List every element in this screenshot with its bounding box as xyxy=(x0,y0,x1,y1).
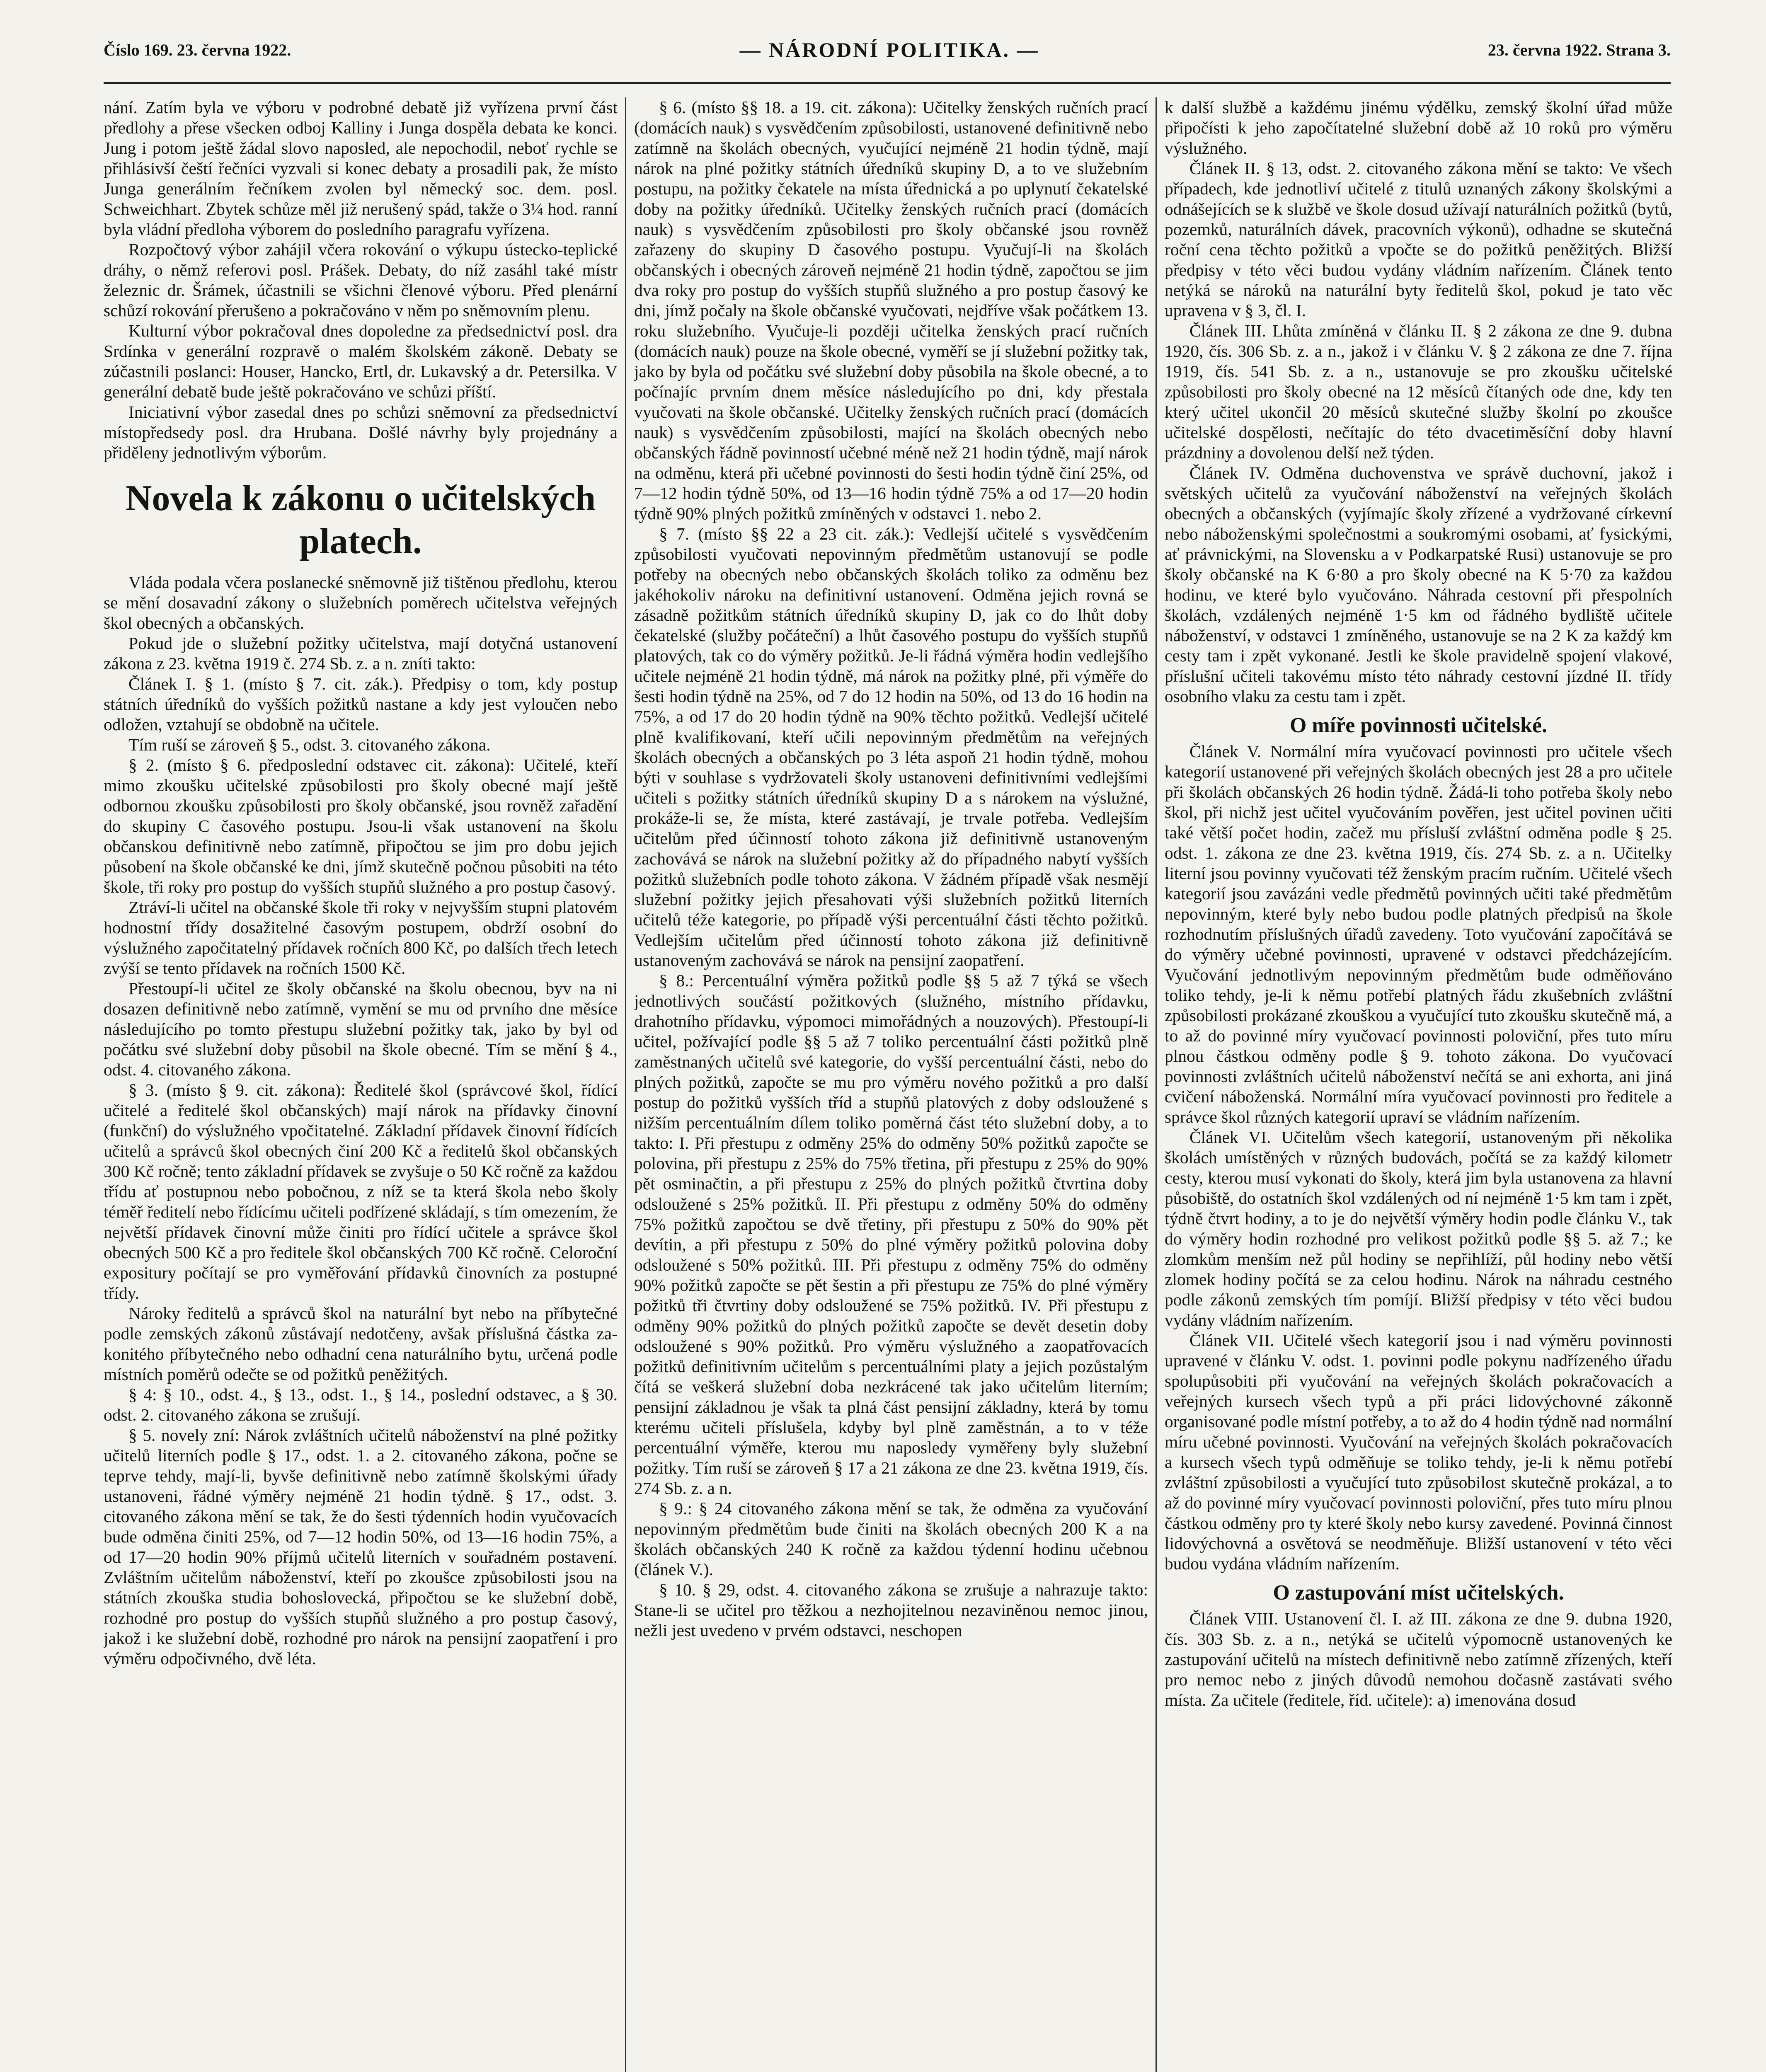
article-paragraph: § 3. (místo § 9. cit. zákona): Ředitelé škol (správcové škol, řídící učitelé a ředitelé škol občanských) mají nárok na přídavky činovní (funkční) do výslužného vpočitatelné. Základní přídavek činovní řídících učitelů a správců škol obecných činí 200 Kč a ředitelů škol občanských 300 Kč ročně; tento základní přídavek se zvyšuje o 50 Kč ročně za každou třídu ať postupnou nebo pobočnou, z níž se ta která škola nebo školy téměř ředitelí nebo řídícímu učiteli podřízené skládají, s tím omezením, že největší přídavek činovní může činiti pro řídící učitele a správce škol obecných 500 Kč a pro ředitele škol občanských 700 Kč ročně. Celoroční expositury počítají se pro vyměřování přídavků činovních za postupné třídy. xyxy=(104,1080,618,1302)
column-divider xyxy=(1156,97,1157,2072)
date-page-number: 23. června 1922. Strana 3. xyxy=(1487,40,1671,59)
article-paragraph: Přestoupí-li učitel ze školy občanské na školu obecnou, byv na ni dosazen definitivně nebo zatímně, vymění se mu od prvního dne měsíce následujícího po tomto přestupu služební požitky tak, jako by byl od počátku své služební doby působil na škole obecné. Tím se mění § 4., odst. 4. citovaného zákona. xyxy=(104,979,618,1079)
article-paragraph: Článek VIII. Ustanovení čl. I. až III. zákona ze dne 9. dubna 1920, čís. 303 Sb. z. a n., netýká se učitelů výpomocně ustanovených ke zastupování učitelů na místech definitivně nebo zatímně zřízených, kteří pro nemoc nebo z jiných důvodů nemohou dočasně zastávati svého místa. Za učitele (ředitele, říd. učitele): a) imenována dosud xyxy=(1165,1609,1672,1709)
article-paragraph: nání. Zatím byla ve výboru v podrobné debatě již vyřízena první část předlohy a přese všecken odboj Kalliny i Junga dospěla debata ke konci. Jung i potom ještě žádal slovo naposled, ale nepochodil, neboť rychle se přihlásivší čeští řečníci vyzvali si konec debaty a prosadili pak, že místo Junga generálním řečníkem zvolen byl německý soc. dem. posl. Schweichhart. Zbytek schůze měl již nerušený spád, takže o 3¼ hod. ranní byla vládní předloha výborem do posledního paragrafu vyřízena. xyxy=(104,98,618,239)
article-paragraph: § 10. § 29, odst. 4. citovaného zákona se zrušuje a nahrazuje takto: Stane-li se učitel pro těžkou a nezhojitelnou nezaviněnou nemoc jinou, nežli jest uvedeno v prvém odstavci, neschopen xyxy=(634,1580,1148,1640)
article-paragraph: Kulturní výbor pokračoval dnes dopoledne za předsednictví posl. dra Srdínka v generální rozpravě o malém školském zákoně. Debaty se zúčastnili poslanci: Houser, Hancko, Ertl, dr. Lukavský a dr. Petersilka. V generální debatě bude ještě pokračováno ve schůzi příští. xyxy=(104,321,618,401)
header-rule xyxy=(104,82,1671,84)
article-paragraph: Článek VII. Učitelé všech kategorií jsou i nad výměru povinnosti upravené v článku V. odst. 1. povinni podle pokynu nadřízeného úřadu spolupůsobiti při vyučování na veřejných školách pokračovacích a veřejných kursech všech typů a při práci lidovýchovné zákonně organisované podle místní potřeby, a to až do 4 hodin týdně nad normální míru učebné povinnosti. Vyučování na veřejných školách pokračovacích a kursech všech typů odměňuje se toliko tehdy, je-li k němu potřebí zvláštní způsobilosti a vyučující tuto způsobilost skutečně prokázal, a to až do povinné míry vyučovací povinnosti poloviční, přes tuto míru plnou částkou odměny pro ty které školy nebo kursy zavedené. Povinná činnost lidovýchovná a osvětová se neodměňuje. Bližší ustanovení v této věci budou vydána vládním nařízením. xyxy=(1165,1331,1672,1573)
article-paragraph: Článek VI. Učitelům všech kategorií, ustanoveným při několika školách umístěných v různých budovách, počítá se za každý kilometr cesty, kterou musí vykonati do školy, která jim byla ustanovena za hlavní působiště, do ostatních škol vzdálených od ní nejméně 1·5 km tam i zpět, týdně čtvrt hodiny, a to je do největší výměry hodin podle článku V., tak do výměry hodin rozhodné pro velikost požitků podle §§ 5. až 7.; ke zlomkům menším než půl hodiny se nepřihlíží, půl hodiny nebo větší zlomek hodiny počítá se za celou hodinu. Nárok na náhradu cestného podle zákonů zemských tím pomíjí. Bližší předpisy v této věci budou vydány vládním nařízením. xyxy=(1165,1128,1672,1329)
article-paragraph: Článek V. Normální míra vyučovací povinnosti pro učitele všech kategorií ustanovené při veřejných školách obecných jest 28 a pro učitele při školách občanských 26 hodin týdně. Žádá-li toho potřeba školy nebo škol, při nichž jest učitel vyučováním pověřen, jest učitel povinen učiti také větší počet hodin, začež mu přísluší zvláštní odměna podle § 25. odst. 1. zákona ze dne 23. května 1919, čís. 274 Sb. z. a n. Učitelky literní jsou povinny vyučovati též ženským pracím ručním. Učitelé všech kategorií jsou zavázáni vedle předmětů povinných učiti také předmětům nepovinným, které byly nebo budou podle platných předpisů na škole rozhodnutím příslušných úřadů zavedeny. Toto vyučování započítává se do výměry učebné povinnosti, upravené v odstavci předcházejícím. Vyučování jednotlivým nepovinným předmětům bude odměňováno toliko tehdy, je-li k němu potřebí platných řádu zkušebních zvláštní způsobilosti prokázané zkouškou a vyučující tuto zkoušku skutečně má, a to až do povinné míry vyučovací povinnosti poloviční, přes tuto míru plnou částkou odměny podle § 9. tohoto zákona. Do vyučovací povinnosti zvláštních učitelů náboženství nečítá se ani exhorta, ani jiná cvičení náboženská. Normální míra vyučovací povinnosti pro ředitele a správce škol různých kategorií upraví se vládním nařízením. xyxy=(1165,742,1672,1126)
article-paragraph: Pokud jde o služební požitky učitelstva, mají dotyčná ustanovení zákona z 23. května 1919 č. 274 Sb. z. a n. zníti takto: xyxy=(104,634,618,673)
section-subheading: O zastupování míst učitelských. xyxy=(1273,1581,1564,1605)
article-paragraph: § 2. (místo § 6. předposlední odstavec cit. zákona): Učitelé, kteří mimo zkoušku učitelské způsobilosti pro školy obecné mají ještě odbornou zkoušku způsobilosti pro školy občanské, jsou rovněž zařadění do skupiny C časového postupu. Jsou-li však ustanovení na školu občanskou definitivně nebo zatímně, připočtou se jim pro dobu jejich působení na škole občanské ke dni, jímž skutečně počnou působiti na této škole, tři roky pro postup do vyšších stupňů služného a pro postup časový. xyxy=(104,755,618,896)
masthead-title: — NÁRODNÍ POLITIKA. — xyxy=(739,38,1039,61)
page-header xyxy=(104,25,1671,75)
article-paragraph: k další službě a každému jinému výdělku, zemský školní úřad může připočísti k jeho započítatelné služební době až 10 roků pro výměru výslužného. xyxy=(1165,98,1672,157)
article-paragraph: § 4: § 10., odst. 4., § 13., odst. 1., § 14., poslední odstavec, a § 30. odst. 2. citovaného zákona se zrušují. xyxy=(104,1385,618,1424)
article-paragraph: Ztráví-li učitel na občanské škole tři roky v nejvyšším stupni platovém hodnostní třídy dosažitelné časovým postupem, obdrží osobní do výslužného započitatelný přídavek ročních 800 Kč, po dalších třech letech zvýší se tento přídavek na ročních 1500 Kč. xyxy=(104,898,618,978)
article-paragraph: Článek III. Lhůta zmíněná v článku II. § 2 zákona ze dne 9. dubna 1920, čís. 306 Sb. z. a n., jakož i v článku V. § 2 zákona ze dne 7. října 1919, čís. 541 Sb. z. a n., ustanovuje se pro zkoušku učitelské způsobilosti pro školy obecné na 12 měsíců čítaných ode dne, kdy ten který učitel ukončil 20 měsíců skutečné služby školní po zkoušce učitelské dospělosti, nečítajíc do této dvacetiměsíční doby hlavní prázdniny a dovolenou delší než týden. xyxy=(1165,321,1672,462)
column-3 xyxy=(1165,97,1672,2072)
article-paragraph: Tím ruší se zároveň § 5., odst. 3. citovaného zákona. xyxy=(128,735,491,754)
article-paragraph: § 5. novely zní: Nárok zvláštních učitelů náboženství na plné požitky učitelů literních podle § 17., odst. 1. a 2. citovaného zákona, počne se teprve tehdy, mají-li, byvše definitivně nebo zatímně školskými úřady ustanoveni, řádné výměry nejméně 21 hodin týdně. § 17., odst. 3. citovaného zákona mění se tak, že do šesti týdenních hodin vyučovacích bude odměna činiti 25%, od 7—12 hodin 50%, od 13—16 hodin 75%, a od 17—20 hodin 90% příjmů učitelů literních v souřadném postavení. Zvláštním učitelům náboženství, kteří po zkoušce způsobilosti jsou na státních zkouška studia bohoslovecká, připočtou se ke služební době, rozhodné pro postup do vyšších stupňů služného a pro postup časový, jakož i ke služební době, rozhodné pro nárok na pensijní zaopatření i pro výměru odpočivného, dvě léta. xyxy=(104,1426,618,1668)
column-2 xyxy=(634,97,1148,2072)
article-paragraph: § 8.: Percentuální výměra požitků podle §§ 5 až 7 týká se všech jednotlivých součástí požitkových (služného, místního přídavku, drahotního přídavku, výpomoci mimořádných a nouzových). Přestoupí-li učitel, požívající podle §§ 5 až 7 toliko percentuální části požitků plně zaměstnaných učitelů své kategorie, do vyšší percentuální části, nebo do plných požitků, započte se mu pro výměru nového požitků a pro další postup do požitků vyšších tříd a stupňů platových z doby odsloužené s nižším percentuálním dílem toliko poměrná část této služební doby, a to takto: I. Při přestupu z odměny 25% do odměny 50% požitků započte se polovina, při přestupu z 25% do 75% třetina, při přestupu z 25% do 90% pět osminačtin, a při přestupu z 25% do plných požitků čtvrtina doby odsloužené s 25% požitků. II. Při přestupu z odměny 50% do odměny 75% požitků započtou se dvě třetiny, při přestupu z 50% do 90% pět devítin, a při přestupu z 50% do plné výměry požitků polovina doby odsloužené s 50% požitků. III. Při přestupu z odměny 75% do odměny 90% požitků započte se pět šestin a při přestupu ze 75% do plné výměry požitků tři čtvrtiny doby odsloužené se 75% požitků. IV. Při přestupu z odměny 90% požitků do plných požitků započte se devět desetin doby odsloužené s 90% požitků. Pro výměru výslužného a zaopatřovacích požitků definitivním učitelům s percentuálními platy a jejich pozůstalým čítá se veškerá služební doba nezkrácené tak jako učitelům literním; pensijní základnou je však ta plná část pensijní základny, která by tomu kterému učiteli příslušela, kdyby byl plně zaměstnán, a to v téže percentuální výměře, kterou mu naposledy vyměřeny byly služební požitky. Tím ruší se zároveň § 17 a 21 zákona ze dne 23. května 1919, čís. 274 Sb. z. a n. xyxy=(634,971,1148,1498)
column-divider xyxy=(625,97,626,2072)
article-headline: Novela k zákonu o učitelských platech. xyxy=(125,478,596,562)
article-paragraph: Nároky ředitelů a správců škol na naturální byt nebo na příbytečné podle zemských zákonů zůstávají nedotčeny, avšak příslušná částka za-konitého příbytečného nebo odhadní cena naturálního bytu, určená podle místních poměrů odečte se od požitků peněžitých. xyxy=(104,1304,618,1384)
article-paragraph: § 6. (místo §§ 18. a 19. cit. zákona): Učitelky ženských ručních prací (domácích nauk) s vysvědčením způsobilosti, ustanovené definitivně nebo zatímně na školách obecných, vyučující nejméně 21 hodin týdně, mají nárok na plné požitky státních úředníků skupiny D, a to ve služebním postupu, na požitky čekatele na místa úřednická a po uplynutí čekatelské doby na požitky úředníků. Učitelky ženských ručních prací (domácích nauk) s vysvědčením způsobilosti pro školy občanské jsou rovněž zařazeny do skupiny D časového postupu. Vyučují-li na školách občanských i obecných zároveň nejméně 21 hodin týdně, započtou se jim dva roky pro postup do vyšších stupňů služného a pro postup časový ke dni, jímž počaly na škole občanské vyučovati, nejdříve však počátkem 13. roku služebního. Vyučuje-li později učitelka ženských prací ručních (domácích nauk) pouze na škole obecné, vyměří se jí služební požitky tak, jako by byla od počátku své služební doby působila na škole obecné, a to počínajíc prvním dnem měsíce následujícího po dni, kdy přestala vyučovati na škole občanské. Učitelky ženských ručních prací (domácích nauk) s vysvědčením způsobilosti, mající na školách obecných nebo občanských řádně povinností učebné méně než 21 hodin týdně, mají nárok na odměnu, která při učebné povinnosti do šesti hodin týdně činí 25%, od 7—12 hodin týdně 50%, od 13—16 hodin týdně 75% a od 17—20 hodin týdně 90% plných požitků zmíněných v odstavci 1. nebo 2. xyxy=(634,98,1148,523)
article-paragraph: Iniciativní výbor zasedal dnes po schůzi sněmovní za předsednictví místopředsedy posl. dra Hrubana. Došlé návrhy byly projednány a přiděleny jednotlivým výborům. xyxy=(104,402,618,462)
column-1 xyxy=(104,97,618,2072)
article-paragraph: Rozpočtový výbor zahájil včera rokování o výkupu ústecko-teplické dráhy, o němž referovi posl. Prášek. Debaty, do níž zasáhl také místr železnic dr. Šrámek, účastnili se všichni členové výboru. Před plenární schůzí rokování přerušeno a pokračováno v něm po sněmovním plenu. xyxy=(104,240,618,320)
article-paragraph: Článek II. § 13, odst. 2. citovaného zákona mění se takto: Ve všech případech, kde jednotliví učitelé z titulů uznaných zákony školskými a odnášejících se k službě ve škole dosud užívají naturálních požitků (bytů, pozemků, naturálních dávek, pracovních výkonů), odhadne se skutečná roční cena těchto požitků a vpočte se do požitků peněžitých. Bližší předpisy v této věci budou vydány vládním nařízením. Článek tento netýká se nároků na naturální byty ředitelů škol, pokud je tato věc upravena v § 3, čl. I. xyxy=(1165,159,1672,320)
article-paragraph: § 7. (místo §§ 22 a 23 cit. zák.): Vedlejší učitelé s vysvědčením způsobilosti vyučovati nepovinným předmětům ustanovují se podle potřeby na obecných nebo občanských školách toliko za odměnu bez jakéhokoliv nároku na definitivní ustanovení. Odměna jejich rovná se zásadně požitkům státních úředníků skupiny D, jak co do lhůt doby čekatelské (služby počáteční) a lhůt časového postupu do vyšších stupňů platových, tak co do výměry požitků. Je-li řádná výměra hodin vedlejšího učitele nejméně 21 hodin týdně, má nárok na požitky plné, při výměře do šesti hodin týdně na 25%, od 7 do 12 hodin na 50%, od 13 do 16 hodin na 75%, a od 17 do 20 hodin týdně na 90% těchto požitků. Vedlejší učitelé plně kvalifikovaní, kteří učili nepovinným předmětům na veřejných školách obecných a občanských po 3 léta aspoň 21 hodin týdně, mohou býti v souhlase s vydržovateli školy ustanoveni definitivními vedlejšími učiteli s požitky státních úředníků skupiny D a s nárokem na výslužné, prokáže-li se, že místa, které zastávají, je trvale potřeba. Vedlejším učitelům před účinností tohoto zákona již definitivně ustanoveným zachovává se nárok na služební požitky až do případného nabytí vyšších požitků služebních podle tohoto zákona. V žádném případě však nesmějí služební požitky jejich přesahovati výši služebních požitků literních učitelů téže kategorie, po případě výši percentuální části těchto požitků. Vedlejším učitelům před účinností tohoto zákona již definitivně ustanoveným zachovává se nárok na pensijní zaopatření. xyxy=(634,524,1148,970)
section-subheading: O míře povinnosti učitelské. xyxy=(1289,714,1548,737)
issue-number-date: Číslo 169. 23. června 1922. xyxy=(104,40,291,59)
article-paragraph: § 9.: § 24 citovaného zákona mění se tak, že odměna za vyučování nepovinným předmětům bude činiti na školách obecných 200 K a na školách občanských 240 K ročně za každou týdenní hodinu učebnou (článek V.). xyxy=(634,1499,1148,1579)
article-paragraph: Článek I. § 1. (místo § 7. cit. zák.). Předpisy o tom, kdy postup státních úředníků do vyšších požitků nastane a kdy jest vyloučen nebo odložen, vztahují se obdobně na učitele. xyxy=(104,674,618,734)
article-paragraph: Vláda podala včera poslanecké sněmovně již tištěnou předlohu, kterou se mění dosavadní zákony o služebních poměrech učitelstva veřejných škol obecných a občanských. xyxy=(104,573,618,632)
article-paragraph: Článek IV. Odměna duchovenstva ve správě duchovní, jakož i světských učitelů za vyučování náboženství na veřejných školách obecných a občanských (vyjímajíc školy zřízené a vydržované církevní nebo náboženskými společnostmi a soukromými osobami, ať fysickými, ať právnickými, na Slovensku a v Podkarpatské Rusi) ustanovuje se pro školy občanské na K 6·80 a pro školy obecné na K 5·70 za každou hodinu, ve které bylo vyučováno. Náhrada cestovní při přespolních školách, vzdálených nejméně 1·5 km od řádného bydliště učitele náboženství, v odstavci 1 zmíněného, ustanovuje se na 2 K za každý km cesty tam i zpět vykonané. Jestli ke škole pravidelně spojení vlakové, příslušní učiteli takovému místo této náhrady cestovní jízdné II. třídy osobního vlaku za cestu tam i zpět. xyxy=(1165,463,1672,706)
